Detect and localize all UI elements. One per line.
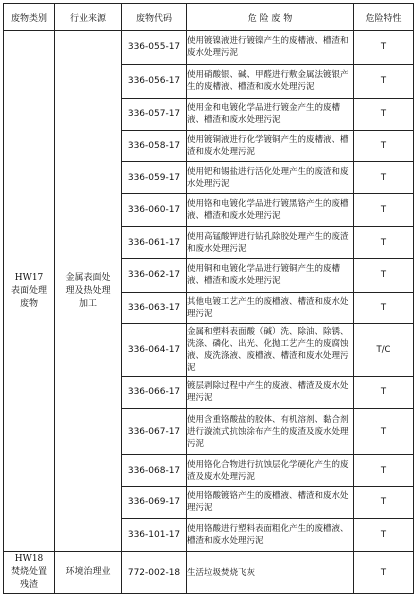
waste-description-cell: 使用铬酸镀铬产生的废槽液、槽渣和废水处理污泥 bbox=[187, 486, 354, 518]
hazard-cell: T bbox=[354, 193, 414, 227]
table-header-row bbox=[4, 4, 414, 31]
waste-description-cell: 使用铬酸进行塑料表面粗化产生的废槽液、槽渣和废水处理污泥 bbox=[187, 518, 354, 552]
header-category: 废物类别 bbox=[4, 4, 55, 31]
waste-description-cell: 使用镀铜液进行化学镀铜产生的废槽液、槽渣和废水处理污泥 bbox=[187, 130, 354, 162]
hazard-cell: T bbox=[354, 377, 414, 409]
waste-code-cell: 336-059-17 bbox=[122, 162, 187, 194]
waste-description-cell: 使用含重铬酸盐的胶体、有机溶剂、黏合剂进行漩流式抗蚀涂布产生的废渣及废水处理污泥 bbox=[187, 408, 354, 455]
hazard-cell: T bbox=[354, 99, 414, 131]
waste-code-cell: 336-067-17 bbox=[122, 408, 187, 455]
waste-code-cell: 336-064-17 bbox=[122, 324, 187, 377]
waste-description-cell: 镀层剥除过程中产生的废液、槽渣及废水处理污泥 bbox=[187, 377, 354, 409]
hazard-cell: T bbox=[354, 258, 414, 292]
table-row bbox=[4, 31, 414, 65]
waste-code-cell: 336-068-17 bbox=[122, 455, 187, 487]
waste-description-cell: 使用钯和锡盐进行活化处理产生的废渣和废水处理污泥 bbox=[187, 162, 354, 194]
waste-code-cell: 772-002-18 bbox=[122, 552, 187, 594]
waste-description-cell: 使用铬化合物进行抗蚀层化学硬化产生的废渣及废水处理污泥 bbox=[187, 455, 354, 487]
waste-code-cell: 336-061-17 bbox=[122, 227, 187, 259]
hazard-cell: T bbox=[354, 31, 414, 65]
hazard-cell: T bbox=[354, 64, 414, 99]
industry-cell: 环境治理业 bbox=[55, 552, 122, 594]
waste-code-cell: 336-057-17 bbox=[122, 99, 187, 131]
header-hazard: 危险特性 bbox=[354, 4, 414, 31]
hazardous-waste-table bbox=[3, 3, 414, 594]
hazard-cell: T bbox=[354, 162, 414, 194]
waste-code-cell: 336-066-17 bbox=[122, 377, 187, 409]
category-cell: HW18 焚烧处置 残渣 bbox=[4, 552, 55, 594]
table-row bbox=[4, 552, 414, 594]
waste-code-cell: 336-063-17 bbox=[122, 292, 187, 324]
hazard-cell: T bbox=[354, 130, 414, 162]
industry-cell: 金属表面处 理及热处理 加工 bbox=[55, 31, 122, 552]
header-waste: 危 险 废 物 bbox=[187, 4, 354, 31]
waste-description-cell: 其他电镀工艺产生的废槽液、槽渣和废水处理污泥 bbox=[187, 292, 354, 324]
hazard-cell: T bbox=[354, 227, 414, 259]
waste-description-cell: 使用镀镍液进行镀镍产生的废槽液、槽渣和废水处理污泥 bbox=[187, 31, 354, 65]
waste-description-cell: 使用铬和电镀化学品进行镀黑铬产生的废槽液、槽渣和废水处理污泥 bbox=[187, 193, 354, 227]
waste-description-cell: 使用硝酸银、碱、甲醛进行敷金属法镀银产生的废槽液、槽渣和废水处理污泥 bbox=[187, 64, 354, 99]
header-industry: 行业来源 bbox=[55, 4, 122, 31]
waste-description-cell: 生活垃圾焚烧飞灰 bbox=[187, 552, 354, 594]
header-code: 废物代码 bbox=[122, 4, 187, 31]
hazard-cell: T bbox=[354, 455, 414, 487]
waste-code-cell: 336-062-17 bbox=[122, 258, 187, 292]
category-cell: HW17 表面处理 废物 bbox=[4, 31, 55, 552]
waste-code-cell: 336-101-17 bbox=[122, 518, 187, 552]
waste-code-cell: 336-069-17 bbox=[122, 486, 187, 518]
waste-description-cell: 使用铜和电镀化学品进行镀铜产生的废槽液、槽渣和废水处理污泥 bbox=[187, 258, 354, 292]
waste-code-cell: 336-058-17 bbox=[122, 130, 187, 162]
hazard-cell: T bbox=[354, 408, 414, 455]
waste-description-cell: 使用高锰酸钾进行钻孔除胶处理产生的废渣和废水处理污泥 bbox=[187, 227, 354, 259]
hazard-cell: T bbox=[354, 552, 414, 594]
hazard-cell: T bbox=[354, 292, 414, 324]
table-body bbox=[4, 31, 414, 594]
waste-description-cell: 金属和塑料表面酸（碱）洗、除油、除锈、洗涤、磷化、出光、化抛工艺产生的废腐蚀液、废洗涤液、废槽液、槽渣和废水处理污泥 bbox=[187, 324, 354, 377]
waste-code-cell: 336-056-17 bbox=[122, 64, 187, 99]
waste-code-cell: 336-060-17 bbox=[122, 193, 187, 227]
hazard-cell: T bbox=[354, 486, 414, 518]
hazard-cell: T/C bbox=[354, 324, 414, 377]
waste-code-cell: 336-055-17 bbox=[122, 31, 187, 65]
waste-description-cell: 使用金和电镀化学品进行镀金产生的废槽液、槽渣和废水处理污泥 bbox=[187, 99, 354, 131]
hazard-cell: T bbox=[354, 518, 414, 552]
